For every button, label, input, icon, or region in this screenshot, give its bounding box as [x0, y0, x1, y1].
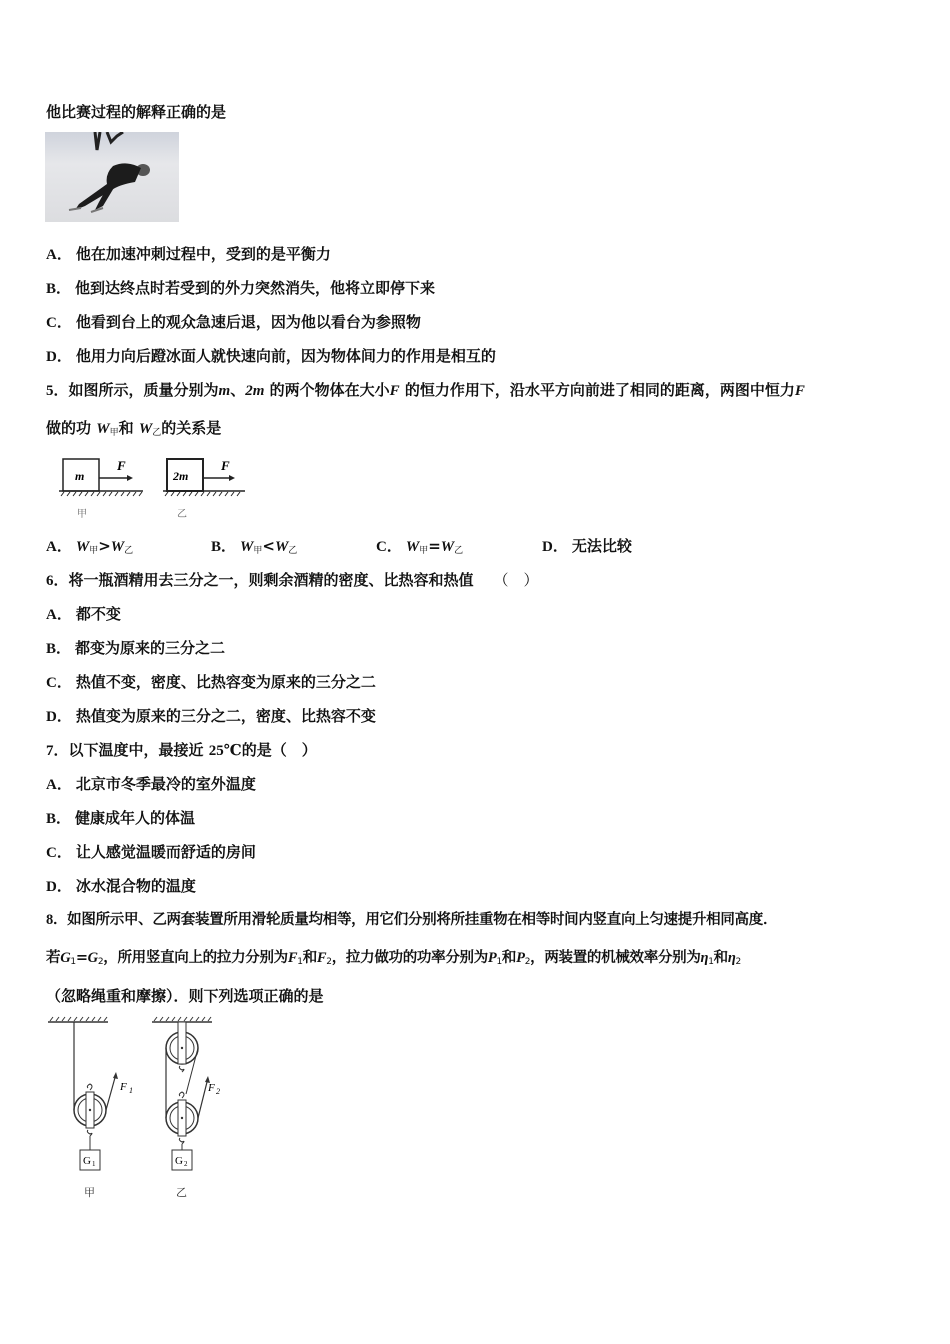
q5-option-c: C． $W_甲=W_乙$ [376, 537, 464, 556]
speed-skater-photo [45, 132, 179, 222]
q8-stem-line3: （忽略绳重和摩擦）．则下列选项正确的是 [46, 987, 324, 1005]
q4-option-a: A． 他在加速冲刺过程中，受到的是平衡力 [46, 245, 331, 263]
q7-option-b: B． 健康成年人的体温 [46, 809, 196, 827]
q5-right-caption: 乙 [177, 509, 187, 520]
q5-right-force-label: F [221, 458, 230, 473]
q4-stem: 他比赛过程的解释正确的是 [46, 103, 227, 121]
q4-option-c: C． 他看到台上的观众急速后退，因为他以看台为参照物 [46, 313, 421, 331]
q8-right-weight-label: G [175, 1155, 183, 1167]
q5-stem-line1: 5．如图所示，质量分别为m、2m 的两个物体在大小F 的恒力作用下，沿水平方向前进了相同的距离，两图中恒力F [46, 381, 805, 399]
q8-pulley-figure [44, 1016, 224, 1206]
q4-option-d: D． 他用力向后蹬冰面人就快速向前，因为物体间力的作用是相互的 [46, 347, 496, 365]
q5-options [46, 536, 906, 556]
q4-option-b: B． 他到达终点时若受到的外力突然消失，他将立即停下来 [46, 279, 436, 297]
q5-stem-line2: 做的功 $W_甲$和 $W_乙$的关系是 [46, 419, 222, 438]
q5-option-b: B． $W_甲<W_乙$ [211, 537, 298, 556]
q8-right-caption: 乙 [176, 1187, 187, 1199]
q8-left-weight-label: G [83, 1155, 91, 1167]
svg-text:2: 2 [184, 1160, 188, 1168]
q5-left-force-label: F [117, 458, 126, 473]
q6-stem: 6．将一瓶酒精用去三分之一，则剩余酒精的密度、比热容和热值 （ ） [46, 571, 539, 589]
q7-option-d: D． 冰水混合物的温度 [46, 877, 196, 895]
q5-figure [55, 455, 255, 525]
q6-option-a: A． 都不变 [46, 605, 121, 623]
q5-option-a: A． $W_甲>W_乙$ [46, 537, 134, 556]
q6-option-c: C． 热值不变，密度、比热容变为原来的三分之二 [46, 673, 376, 691]
svg-text:2: 2 [216, 1087, 220, 1096]
q5-left-block-label: m [75, 469, 85, 483]
q8-left-force-label: F [120, 1081, 127, 1093]
q5-left-caption: 甲 [77, 509, 87, 520]
q6-option-b: B． 都变为原来的三分之二 [46, 639, 226, 657]
q7-option-c: C． 让人感觉温暖而舒适的房间 [46, 843, 256, 861]
q8-stem-line2: 若$G_1=G_2$，所用竖直向上的拉力分别为$F_1$和$F_2$，拉力做功的功率分别为$P_1$和$P_2$，两装置的机械效率分别为$\eta_1$和$\eta_2$ [46, 950, 741, 967]
svg-text:1: 1 [129, 1086, 133, 1095]
q6-answer-blank: （ ） [493, 571, 539, 589]
q5-option-d: D． 无法比较 [542, 537, 632, 555]
q8-stem-line1: 8．如图所示甲、乙两套装置所用滑轮质量均相等，用它们分别将所挂重物在相等时间内竖直向上匀速提升相同高度． [46, 912, 778, 928]
q5-right-block-label: 2m [173, 469, 189, 483]
q7-stem: 7．以下温度中，最接近 25℃的是（ ） [46, 741, 317, 759]
q6-option-d: D． 热值变为原来的三分之二，密度、比热容不变 [46, 707, 376, 725]
svg-text:1: 1 [92, 1160, 96, 1168]
q8-left-caption: 甲 [84, 1187, 95, 1199]
q7-option-a: A． 北京市冬季最冷的室外温度 [46, 775, 256, 793]
q8-right-force-label: F [208, 1082, 215, 1094]
